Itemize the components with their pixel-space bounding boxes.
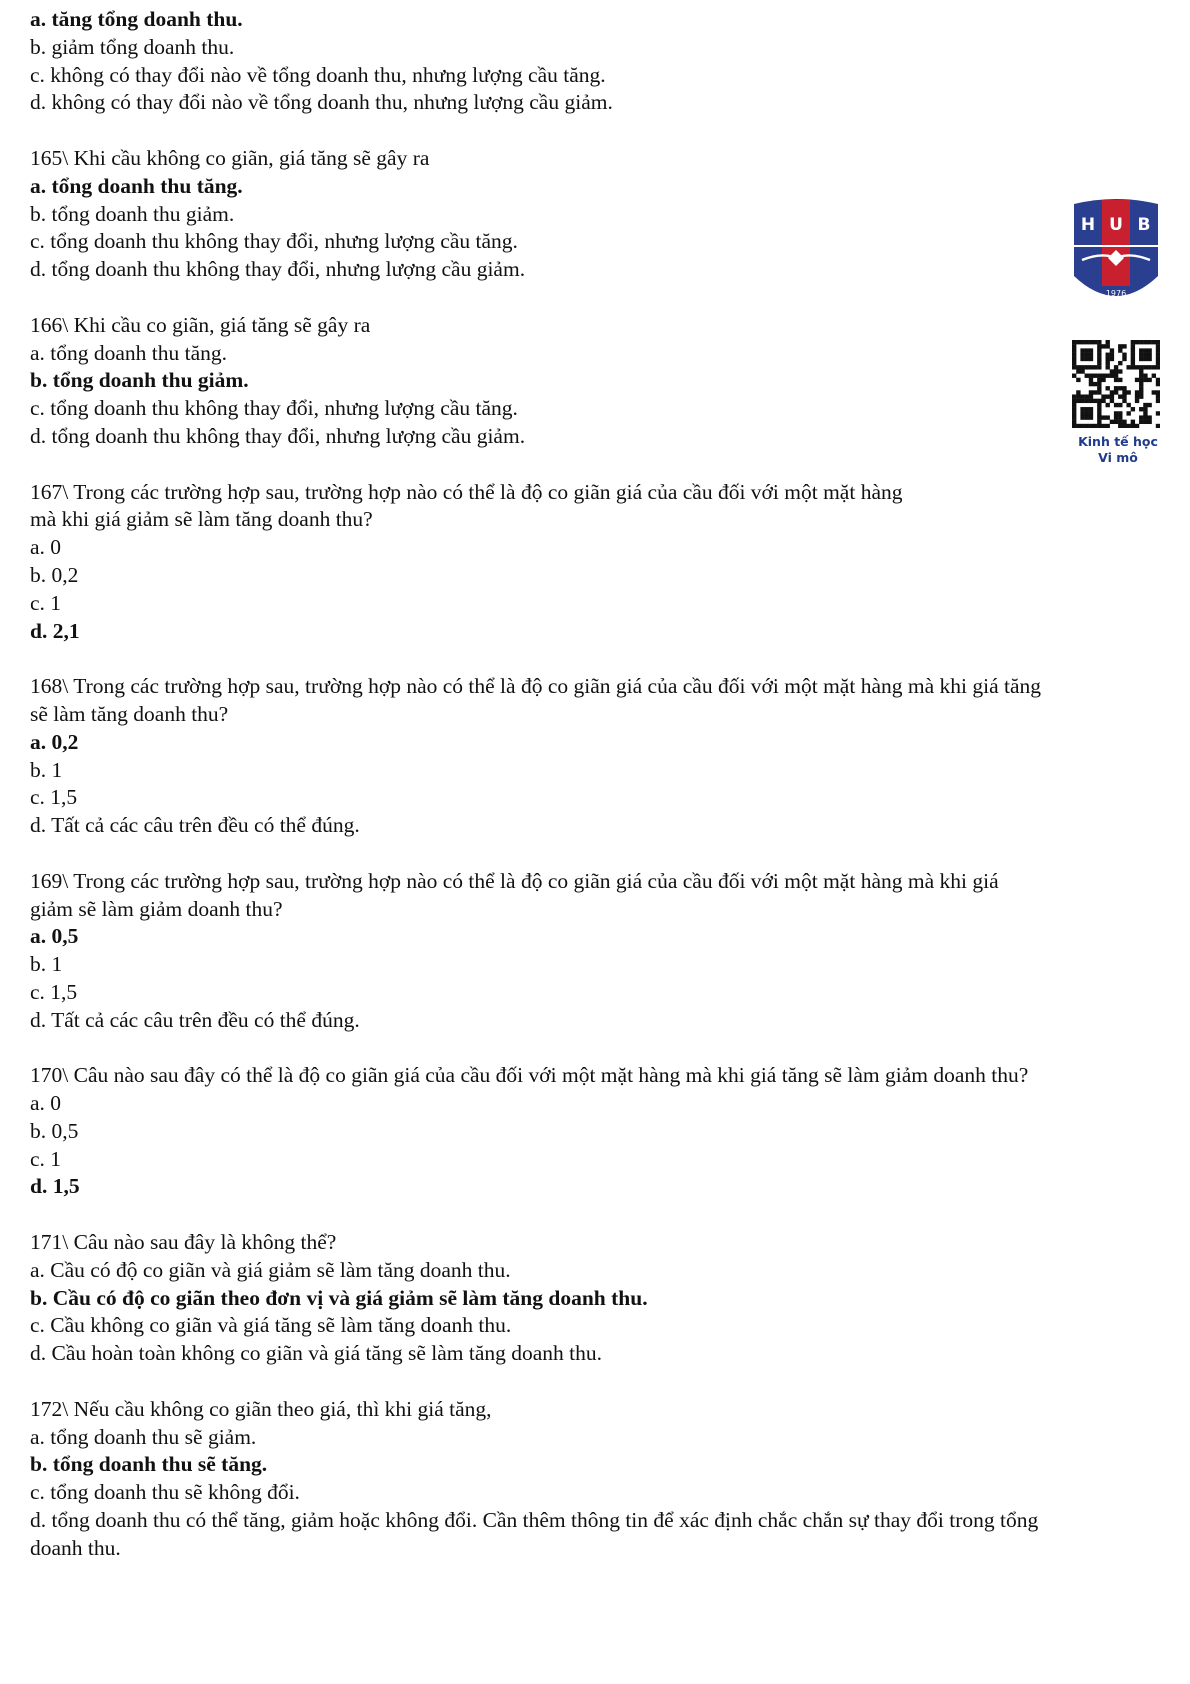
text-line: 169\ Trong các trường hợp sau, trường hợp nào có thể là độ co giãn giá của cầu đối với một mặt hàng mà khi giá	[30, 868, 999, 893]
text-line: d. tổng doanh thu có thể tăng, giảm hoặc không đổi. Cần thêm thông tin để xác định chắc chắn sự thay đổi trong tổng	[30, 1508, 1039, 1533]
answer-line-correct: a. 0,2	[30, 729, 79, 754]
text-line: 170\ Câu nào sau đây có thể là độ co giãn giá của cầu đối với một mặt hàng mà khi giá tăng sẽ làm giảm doanh thu?	[30, 1063, 1029, 1088]
text-line: a. tổng doanh thu tăng.	[30, 340, 228, 365]
logo-letter-h: H	[1080, 215, 1096, 235]
course-badge	[1058, 196, 1178, 466]
text-line: 165\ Khi cầu không co giãn, giá tăng sẽ gây ra	[30, 145, 430, 170]
text-line: b. 1	[30, 757, 63, 782]
text-line: 168\ Trong các trường hợp sau, trường hợp nào có thể là độ co giãn giá của cầu đối với một mặt hàng mà khi giá tăng	[30, 674, 1042, 699]
subject-title: Kinh tế học	[1078, 434, 1158, 449]
paragraph-spacer	[30, 1368, 1170, 1396]
answer-line-correct: b. Cầu có độ co giãn theo đơn vị và giá giảm sẽ làm tăng doanh thu.	[30, 1285, 648, 1310]
text-line: d. tổng doanh thu không thay đổi, nhưng lượng cầu giảm.	[30, 423, 526, 448]
qr-code-icon	[1072, 340, 1160, 428]
text-line: d. Cầu hoàn toàn không co giãn và giá tăng sẽ làm tăng doanh thu.	[30, 1341, 603, 1366]
text-line: doanh thu.	[30, 1535, 121, 1560]
hub-logo-icon	[1072, 196, 1160, 316]
text-line: d. tổng doanh thu không thay đổi, nhưng lượng cầu giảm.	[30, 257, 526, 282]
paragraph-spacer	[30, 1034, 1170, 1062]
text-line: sẽ làm tăng doanh thu?	[30, 701, 229, 726]
answer-line-correct: b. tổng doanh thu sẽ tăng.	[30, 1452, 268, 1477]
text-line: mà khi giá giảm sẽ làm tăng doanh thu?	[30, 507, 373, 532]
text-line: giảm sẽ làm giảm doanh thu?	[30, 896, 283, 921]
paragraph-spacer	[30, 117, 1170, 145]
text-line: c. tổng doanh thu không thay đổi, nhưng lượng cầu tăng.	[30, 396, 518, 421]
text-line: 167\ Trong các trường hợp sau, trường hợp nào có thể là độ co giãn giá của cầu đối với một mặt hàng	[30, 479, 903, 504]
text-line: c. tổng doanh thu không thay đổi, nhưng lượng cầu tăng.	[30, 229, 518, 254]
text-line: a. Cầu có độ co giãn và giá giảm sẽ làm tăng doanh thu.	[30, 1257, 511, 1282]
answer-line-correct: d. 1,5	[30, 1174, 80, 1199]
text-line: b. tổng doanh thu giảm.	[30, 201, 235, 226]
text-line: b. 0,5	[30, 1118, 79, 1143]
text-line: c. 1	[30, 1146, 62, 1171]
text-line: d. không có thay đổi nào về tổng doanh thu, nhưng lượng cầu giảm.	[30, 90, 613, 115]
text-line: c. Cầu không co giãn và giá tăng sẽ làm tăng doanh thu.	[30, 1313, 512, 1338]
logo-year: 1976	[1105, 289, 1127, 298]
answer-line-correct: a. 0,5	[30, 924, 79, 949]
text-line: a. tổng doanh thu sẽ giảm.	[30, 1424, 257, 1449]
answer-line-correct: a. tổng doanh thu tăng.	[30, 173, 243, 198]
text-line: d. Tất cả các câu trên đều có thể đúng.	[30, 813, 360, 838]
text-line: 172\ Nếu cầu không co giãn theo giá, thì khi giá tăng,	[30, 1396, 492, 1421]
document-body	[30, 6, 1170, 1563]
text-line: b. 0,2	[30, 562, 79, 587]
paragraph-spacer	[30, 1201, 1170, 1229]
text-line: a. 0	[30, 535, 62, 560]
text-line: c. không có thay đổi nào về tổng doanh thu, nhưng lượng cầu tăng.	[30, 62, 606, 87]
text-line: c. 1,5	[30, 979, 78, 1004]
answer-line-correct: d. 2,1	[30, 618, 80, 643]
text-line: d. Tất cả các câu trên đều có thể đúng.	[30, 1007, 360, 1032]
text-line: c. tổng doanh thu sẽ không đổi.	[30, 1480, 300, 1505]
text-line: c. 1,5	[30, 785, 78, 810]
text-line: 171\ Câu nào sau đây là không thể?	[30, 1230, 337, 1255]
answer-line-correct: a. tăng tổng doanh thu.	[30, 7, 243, 31]
logo-letter-u: U	[1109, 215, 1123, 235]
subject-subtitle: Vi mô	[1098, 450, 1138, 465]
text-line: b. 1	[30, 952, 63, 977]
paragraph-spacer	[30, 840, 1170, 868]
logo-letter-b: B	[1137, 215, 1151, 235]
answer-line-correct: b. tổng doanh thu giảm.	[30, 368, 249, 393]
paragraph-spacer	[30, 645, 1170, 673]
text-line: a. 0	[30, 1091, 62, 1116]
text-line: b. giảm tổng doanh thu.	[30, 34, 235, 59]
text-line: c. 1	[30, 590, 62, 615]
paragraph-spacer	[30, 284, 1170, 312]
text-line: 166\ Khi cầu co giãn, giá tăng sẽ gây ra	[30, 312, 371, 337]
paragraph-spacer	[30, 451, 1170, 479]
